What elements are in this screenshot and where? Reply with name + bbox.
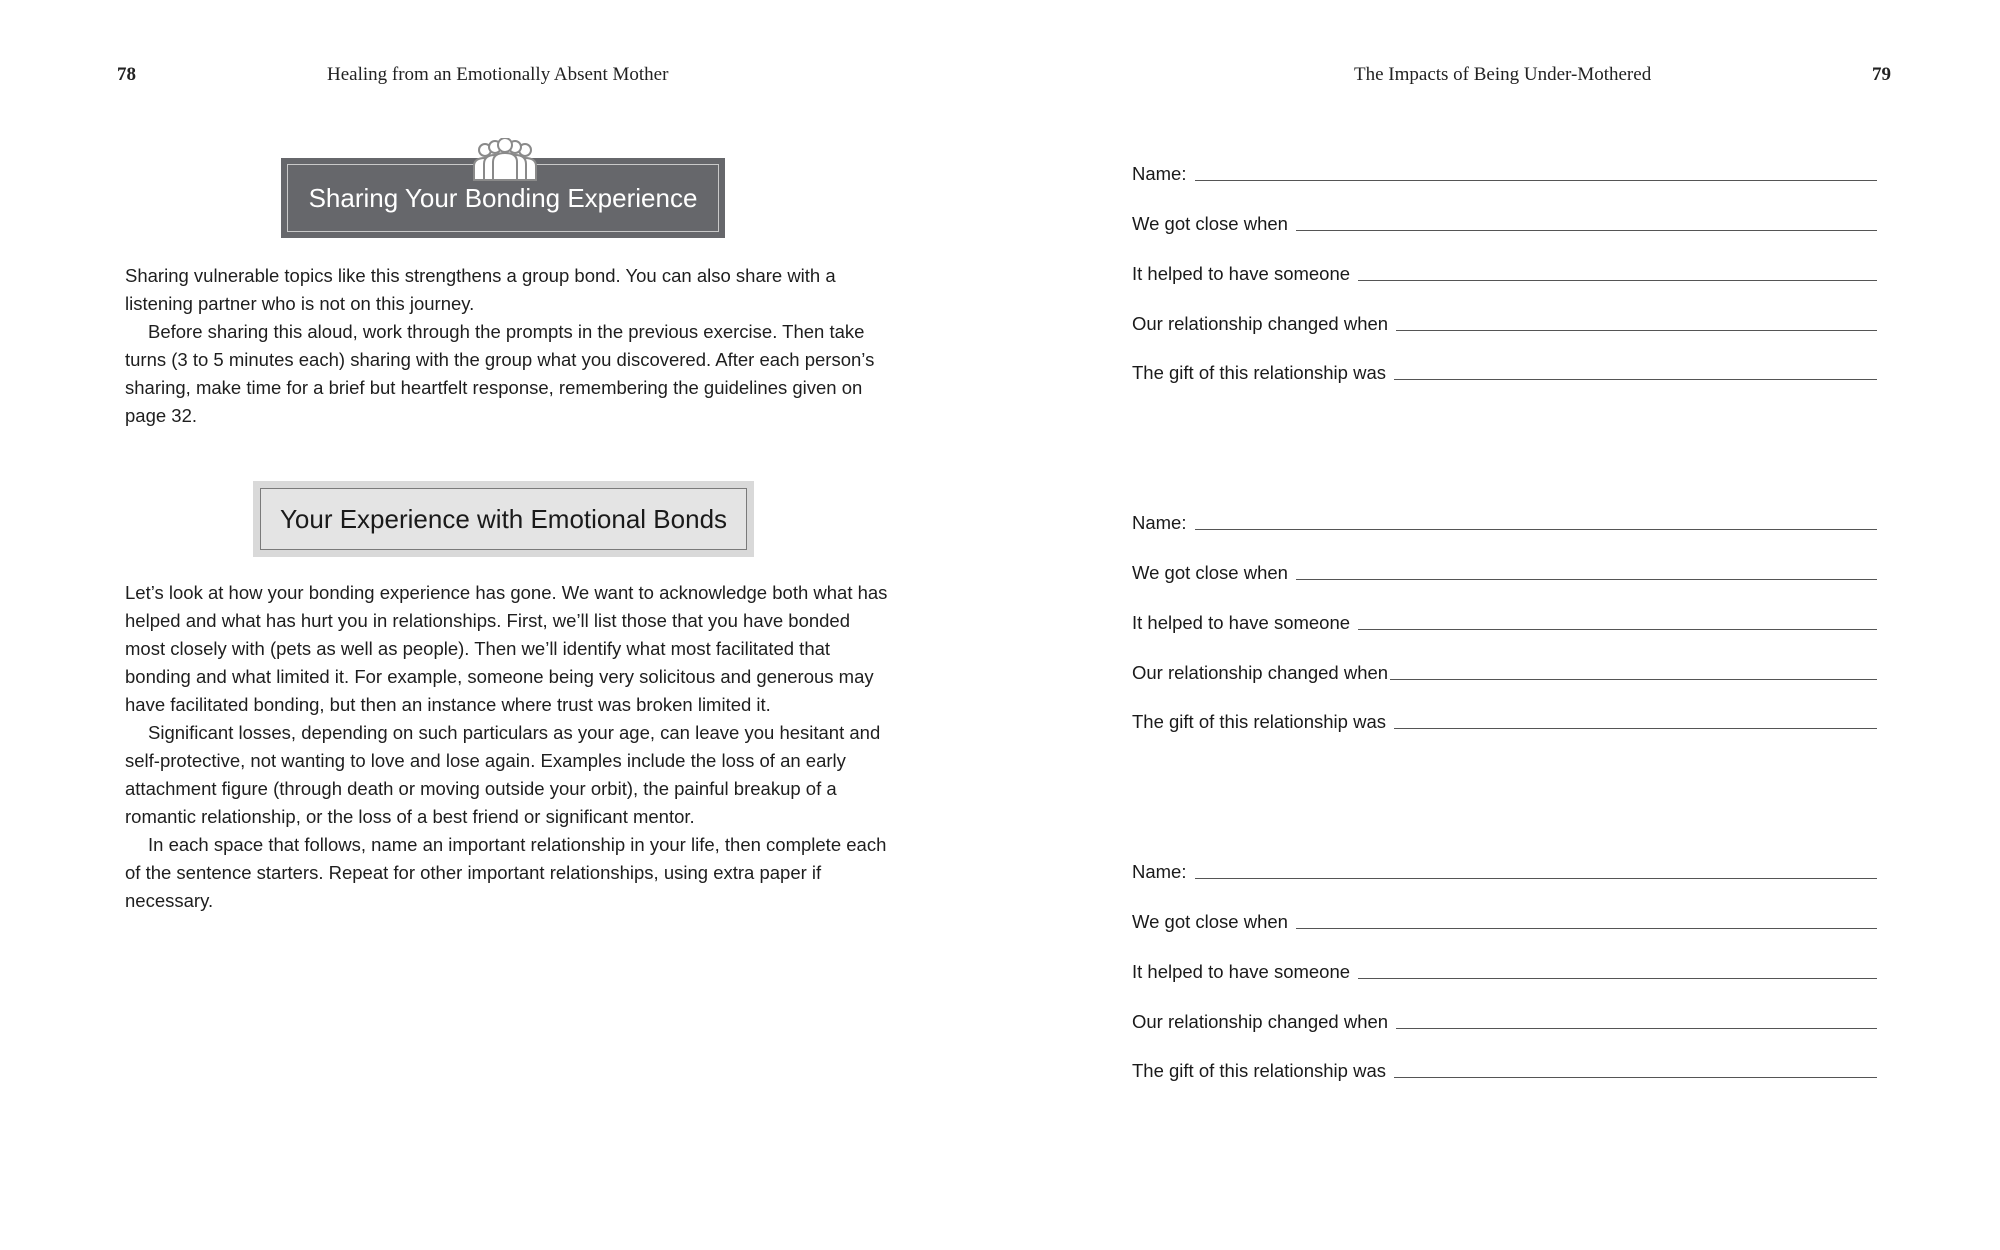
write-in-line[interactable]	[1394, 379, 1877, 380]
write-in-line[interactable]	[1396, 330, 1877, 331]
sharing-paragraph-2: Before sharing this aloud, work through the prompts in the previous exercise. Then take turns (3 to 5 minutes each) sharing with the group what you discovered. After each person’s sharing, make time for a brief but heartfelt response, remembering the guidelines given on page 32.	[125, 321, 875, 426]
got-close-prompt	[1132, 205, 1877, 235]
write-in-line[interactable]	[1390, 679, 1877, 680]
relationship-changed-prompt	[1132, 305, 1877, 335]
bonds-paragraph-1: Let’s look at how your bonding experience has gone. We want to acknowledge both what has helped and what has hurt you in relationships. First, we’ll list those that you have bonded most closely with (pets as well as people). Then we’ll identify what most facilitated that bonding and what limited it. For example, someone being very solicitous and generous may have facilitated bonding, but then an instance where trust was broken limited it.	[125, 582, 888, 715]
helped-prompt	[1132, 255, 1877, 285]
write-in-line[interactable]	[1394, 1077, 1877, 1078]
prompt-label: We got close when	[1132, 562, 1288, 583]
prompt-label: Our relationship changed when	[1132, 662, 1389, 683]
gift-prompt	[1132, 1052, 1877, 1082]
bonds-paragraph-2: Significant losses, depending on such particulars as your age, can leave you hesitant and self-protective, not wanting to love and lose again. Examples include the loss of an early attachment figure (through death or moving outside your orbit), the painful breakup of a romantic relationship, or the loss of a best friend or significant mentor.	[125, 722, 881, 827]
write-in-line[interactable]	[1195, 878, 1878, 879]
got-close-prompt	[1132, 903, 1877, 933]
write-in-line[interactable]	[1358, 280, 1877, 281]
helped-prompt	[1132, 604, 1877, 634]
prompt-label: It helped to have someone	[1132, 612, 1351, 633]
prompt-label: Name:	[1132, 512, 1187, 533]
running-head-chapter-title: The Impacts of Being Under-Mothered	[1354, 64, 1652, 85]
got-close-prompt	[1132, 554, 1877, 584]
prompt-label: Name:	[1132, 163, 1187, 184]
sharing-banner-title: Sharing Your Bonding Experience	[287, 164, 719, 232]
prompt-label: We got close when	[1132, 213, 1288, 234]
emotional-bonds-banner	[253, 481, 754, 557]
name-prompt	[1132, 853, 1877, 883]
prompt-label: The gift of this relationship was	[1132, 1060, 1386, 1081]
prompt-label: Our relationship changed when	[1132, 1011, 1389, 1032]
page-number: 79	[1872, 64, 1891, 85]
prompt-label: Name:	[1132, 861, 1187, 882]
emotional-bonds-section-text	[125, 579, 890, 915]
write-in-line[interactable]	[1296, 579, 1877, 580]
prompt-label: We got close when	[1132, 911, 1288, 932]
write-in-line[interactable]	[1396, 1028, 1877, 1029]
gift-prompt	[1132, 703, 1877, 733]
prompt-label: Our relationship changed when	[1132, 313, 1389, 334]
sharing-section-text	[125, 262, 890, 430]
group-people-icon	[470, 138, 540, 182]
gift-prompt	[1132, 354, 1877, 384]
name-prompt	[1132, 155, 1877, 185]
prompt-label: The gift of this relationship was	[1132, 362, 1386, 383]
write-in-line[interactable]	[1358, 629, 1877, 630]
helped-prompt	[1132, 953, 1877, 983]
write-in-line[interactable]	[1195, 529, 1878, 530]
relationship-changed-prompt	[1132, 654, 1877, 684]
relationship-changed-prompt	[1132, 1003, 1877, 1033]
running-head-book-title: Healing from an Emotionally Absent Mother	[327, 64, 669, 85]
prompt-label: The gift of this relationship was	[1132, 711, 1386, 732]
write-in-line[interactable]	[1195, 180, 1878, 181]
emotional-bonds-banner-title: Your Experience with Emotional Bonds	[260, 488, 747, 550]
right-page	[1000, 0, 2000, 1250]
write-in-line[interactable]	[1358, 978, 1877, 979]
prompt-label: It helped to have someone	[1132, 961, 1351, 982]
name-prompt	[1132, 504, 1877, 534]
write-in-line[interactable]	[1394, 728, 1877, 729]
prompt-label: It helped to have someone	[1132, 263, 1351, 284]
write-in-line[interactable]	[1296, 230, 1877, 231]
bonds-paragraph-3: In each space that follows, name an important relationship in your life, then complete each of the sentence starters. Repeat for other important relationships, using extra paper if necessary.	[125, 834, 887, 911]
write-in-line[interactable]	[1296, 928, 1877, 929]
sharing-paragraph-1: Sharing vulnerable topics like this strengthens a group bond. You can also share with a listening partner who is not on this journey.	[125, 265, 836, 314]
page-number: 78	[117, 64, 136, 85]
